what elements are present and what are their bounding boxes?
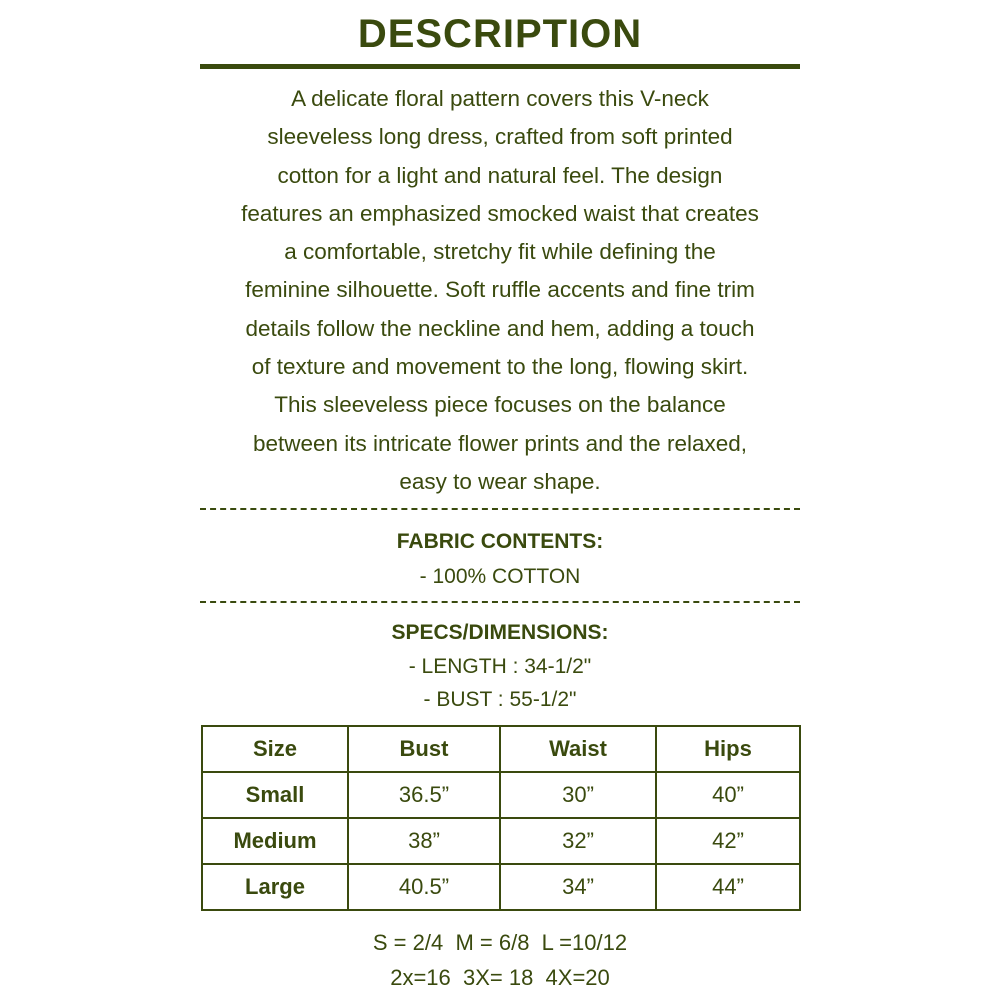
size-cell: Small bbox=[202, 772, 348, 818]
description-line: feminine silhouette. Soft ruffle accents and fine trim bbox=[245, 277, 755, 303]
dashed-divider bbox=[200, 601, 800, 603]
spec-length: - LENGTH : 34-1/2" bbox=[408, 655, 592, 678]
table-row bbox=[202, 772, 800, 818]
column-header-waist: Waist bbox=[500, 726, 656, 772]
fabric-contents-line: - 100% COTTON bbox=[419, 565, 581, 588]
size-conversion-line: S = 2/4 M = 6/8 L =10/12 bbox=[372, 930, 628, 955]
description-title: DESCRIPTION bbox=[357, 12, 643, 56]
waist-cell: 30” bbox=[500, 772, 656, 818]
specs-heading: SPECS/DIMENSIONS: bbox=[391, 621, 609, 644]
column-header-bust: Bust bbox=[348, 726, 500, 772]
size-cell: Medium bbox=[202, 818, 348, 864]
hips-cell: 44” bbox=[656, 864, 800, 910]
description-line: A delicate floral pattern covers this V-neck bbox=[291, 86, 709, 111]
description-line: cotton for a light and natural feel. The design bbox=[277, 162, 723, 188]
description-line: details follow the neckline and hem, adding a touch bbox=[245, 315, 755, 341]
hips-cell: 42” bbox=[656, 818, 800, 864]
description-line: features an emphasized smocked waist that creates bbox=[241, 200, 759, 226]
dashed-divider bbox=[200, 508, 800, 510]
description-line: This sleeveless piece focuses on the balance bbox=[274, 392, 726, 418]
product-description-panel bbox=[200, 0, 800, 1000]
size-chart-table bbox=[201, 725, 801, 911]
description-line: of texture and movement to the long, flowing skirt. bbox=[251, 354, 749, 380]
column-header-size: Size bbox=[202, 726, 348, 772]
title-underline bbox=[200, 64, 800, 69]
table-row bbox=[202, 818, 800, 864]
bust-cell: 40.5” bbox=[348, 864, 500, 910]
bust-cell: 38” bbox=[348, 818, 500, 864]
description-line: a comfortable, stretchy fit while defining the bbox=[284, 239, 716, 265]
description-line: sleeveless long dress, crafted from soft printed bbox=[267, 124, 733, 150]
waist-cell: 32” bbox=[500, 818, 656, 864]
description-body bbox=[200, 80, 800, 501]
description-line: between its intricate flower prints and the relaxed, bbox=[252, 430, 747, 456]
bust-cell: 36.5” bbox=[348, 772, 500, 818]
size-cell: Large bbox=[202, 864, 348, 910]
hips-cell: 40” bbox=[656, 772, 800, 818]
waist-cell: 34” bbox=[500, 864, 656, 910]
column-header-hips: Hips bbox=[656, 726, 800, 772]
table-header-row bbox=[202, 726, 800, 772]
table-row bbox=[202, 864, 800, 910]
fabric-contents-heading: FABRIC CONTENTS: bbox=[396, 530, 604, 553]
description-line: easy to wear shape. bbox=[399, 468, 601, 494]
spec-bust: - BUST : 55-1/2" bbox=[423, 688, 577, 711]
size-conversion-line: 2x=16 3X= 18 4X=20 bbox=[390, 965, 610, 990]
